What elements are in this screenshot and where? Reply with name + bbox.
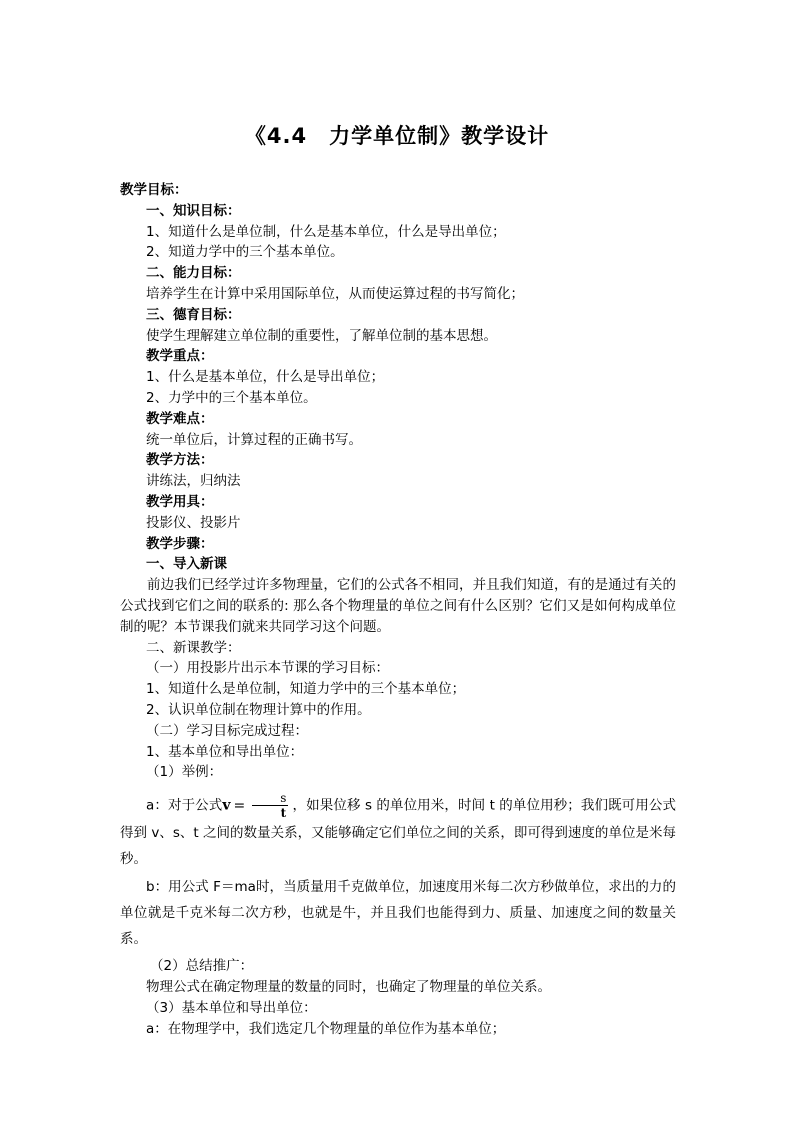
text-line: 培养学生在计算中采用国际单位，从而使运算过程的书写简化； [146,285,524,302]
text-line: （3）基本单位和导出单位： [146,999,317,1016]
text-line: 统一单位后，计算过程的正确书写。 [146,431,362,448]
text-line: 1、基本单位和导出单位： [146,743,304,760]
subheading-ability: 二、能力目标： [146,265,241,282]
text-line: （一）用投影片出示本节课的学习目标： [146,660,389,677]
text-line: 2、力学中的三个基本单位。 [146,389,317,406]
document-title: 《4.4 力学单位制》教学设计 [244,124,550,148]
formula-numerator: s [252,791,288,806]
text-line: （二）学习目标完成过程： [146,722,308,739]
example-a-text: ，如果位移 s 的单位用米，时间 t 的单位用秒；我们既可用公式得到 v、s、t 之间的数量关系，又能够确定它们单位之间的关系，即可得到速度的单位是米每秒。 [120,797,676,868]
document-body [120,180,676,1039]
text-line: 2、认识单位制在物理计算中的作用。 [146,701,371,718]
section-heading-key: 教学重点： [146,348,214,365]
text-line: 2、知道力学中的三个基本单位。 [146,244,344,261]
text-line: 物理公式在确定物理量的数量的同时，也确定了物理量的单位关系。 [146,978,551,995]
text-line: （1）举例： [146,764,223,781]
section-heading-steps: 教学步骤： [146,535,214,552]
formula-equals: = [233,797,246,814]
text-line: a：在物理学中，我们选定几个物理量的单位作为基本单位； [146,1020,506,1037]
paragraph-intro: 前边我们已经学过许多物理量，它们的公式各不相同，并且我们知道，有的是通过有关的公式找到它们之间的联系的: 那么各个物理量的单位之间有什么区别？它们又是如何构成单位制的呢？本节课我们就来共同学习这个问题。 [120,577,676,635]
formula-denominator: t [280,806,287,821]
paragraph-example-a [120,791,676,872]
section-heading-goals: 教学目标： [120,182,188,198]
formula-fraction [252,791,288,820]
paragraph-example-b: b：用公式 F＝ma时，当质量用千克做单位，加速度用米每二次方秒做单位，求出的力的单位就是千克米每二次方秒，也就是牛，并且我们也能得到力、质量、加速度之间的数量关系。 [120,879,676,948]
subheading-intro: 一、导入新课 [146,556,227,573]
text-line: 使学生理解建立单位制的重要性，了解单位制的基本思想。 [146,327,497,344]
text-line: 讲练法，归纳法 [146,473,241,490]
text-line: 1、什么是基本单位，什么是导出单位； [146,369,385,386]
text-line: 1、知道什么是单位制，什么是基本单位，什么是导出单位； [146,223,506,240]
text-line: 投影仪、投影片 [146,514,241,531]
section-heading-method: 教学方法： [146,452,214,469]
section-heading-difficulty: 教学难点： [146,410,214,427]
subheading-moral: 三、德育目标： [146,306,241,323]
example-a-prefix: a：对于公式 [146,797,223,814]
subheading-knowledge: 一、知识目标： [146,202,241,219]
text-line: 1、知道什么是单位制，知道力学中的三个基本单位； [146,681,466,698]
formula-variable: v [222,797,231,814]
section-heading-tools: 教学用具： [146,493,214,510]
subheading-new-lesson: 二、新课教学： [146,639,241,656]
text-line: （2）总结推广： [150,958,254,975]
